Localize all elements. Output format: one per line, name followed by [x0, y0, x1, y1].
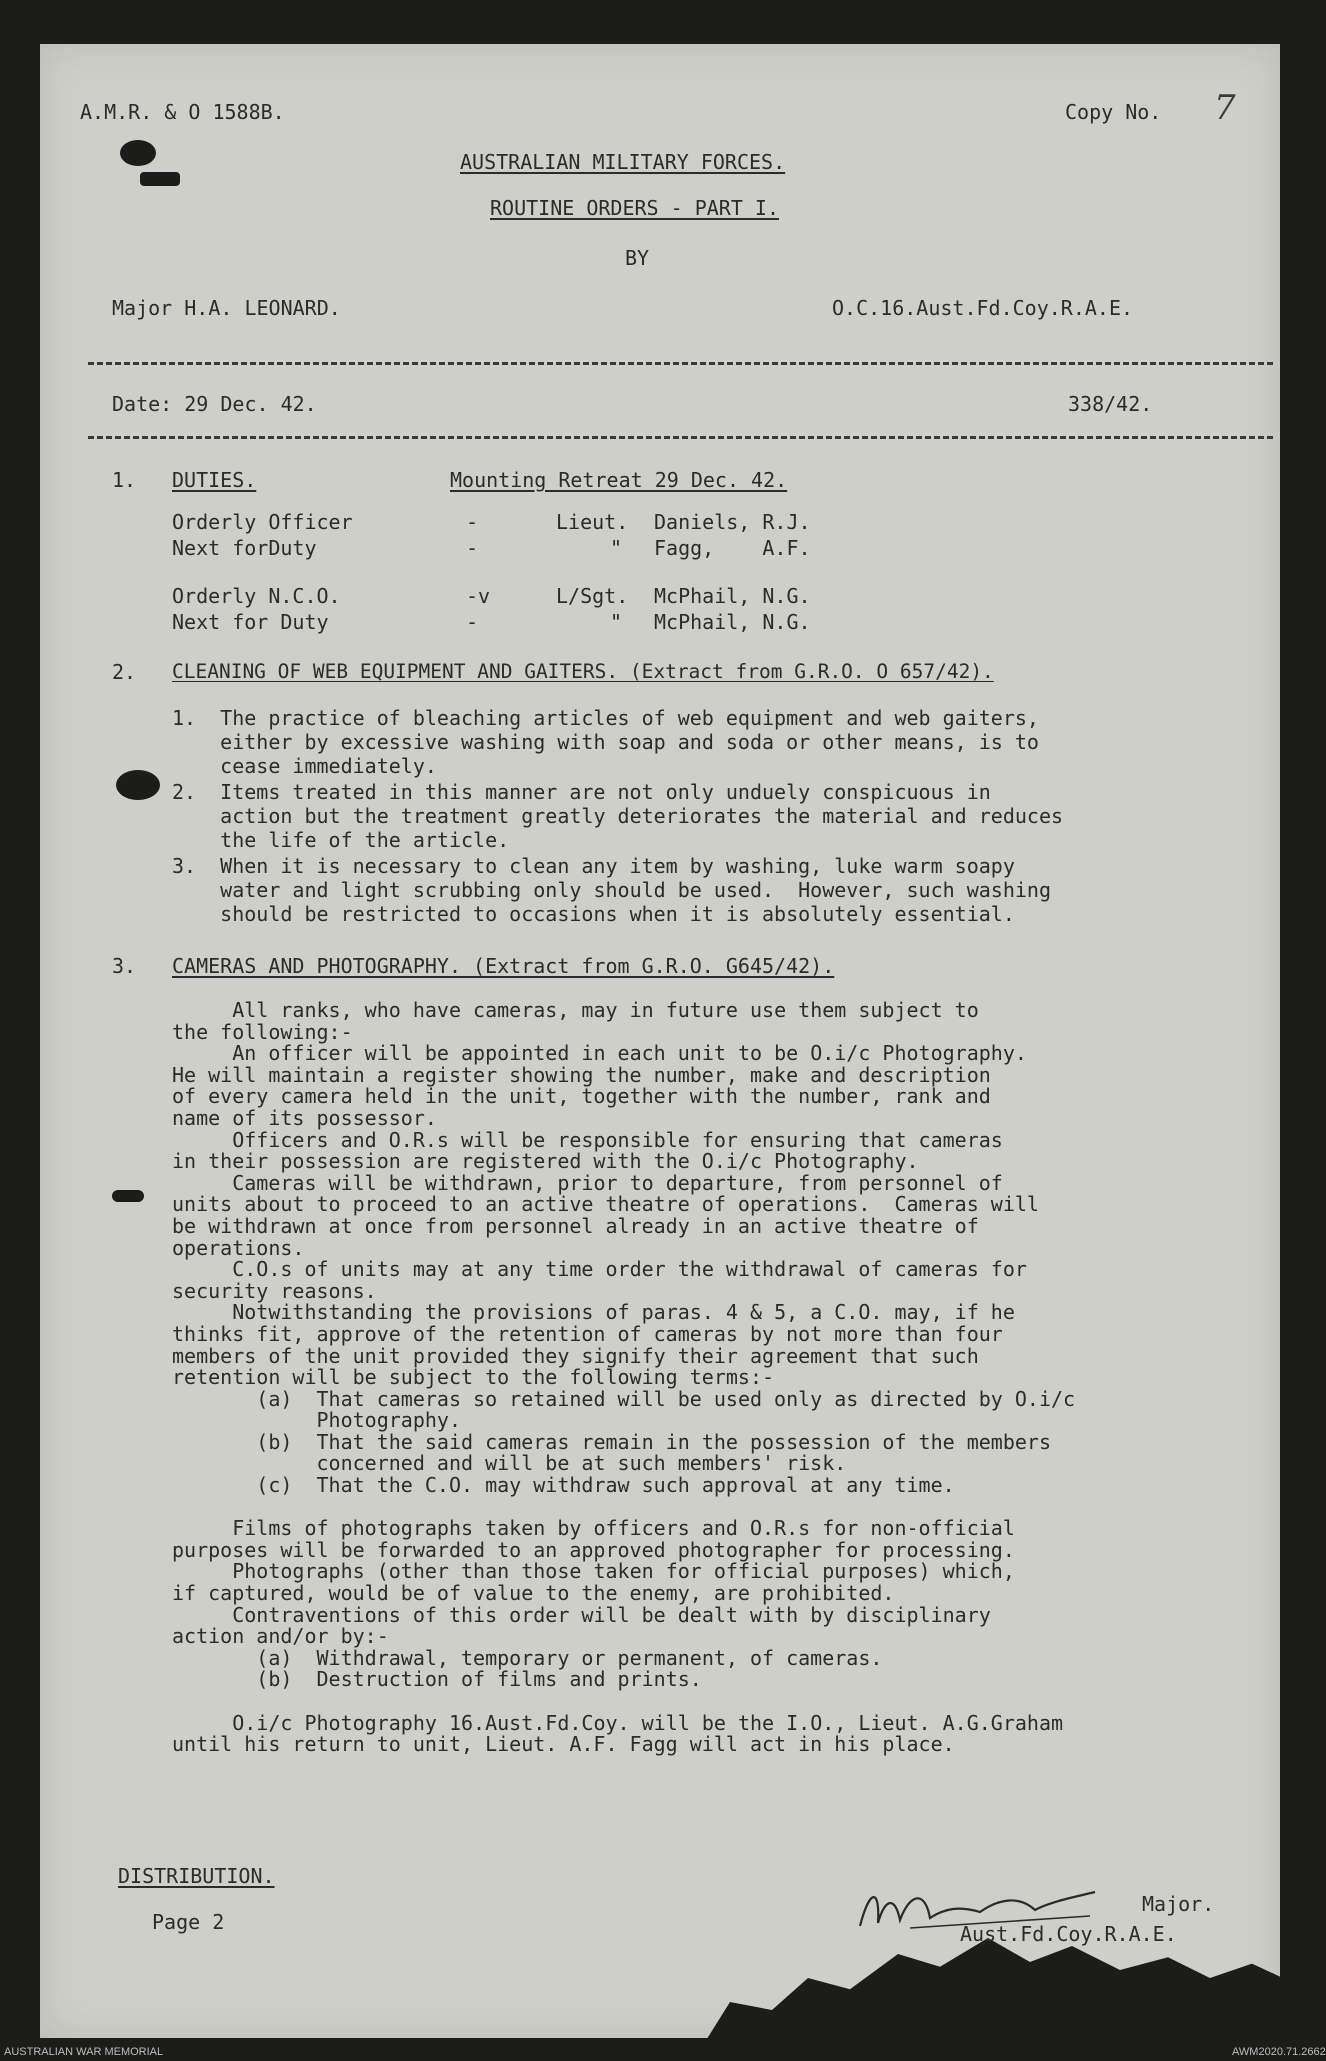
signature-unit: Aust.Fd.Coy.R.A.E.	[960, 1922, 1177, 1946]
officer-name: Major H.A. LEONARD.	[112, 296, 341, 320]
duty-role: Next for Duty	[172, 610, 329, 634]
signature-rank: Major.	[1142, 1892, 1215, 1916]
section-subheading: Mounting Retreat 29 Dec. 42.	[450, 468, 788, 492]
section-heading: CLEANING OF WEB EQUIPMENT AND GAITERS. (Extract from G.R.O. O 657/42).	[172, 660, 994, 683]
duty-rank: "	[610, 536, 623, 560]
doc-title: AUSTRALIAN MILITARY FORCES.	[460, 150, 786, 174]
duty-name: McPhail, N.G.	[654, 584, 811, 608]
section-heading: CAMERAS AND PHOTOGRAPHY. (Extract from G.R.O. G645/42).	[172, 954, 835, 978]
distribution-label: DISTRIBUTION.	[118, 1864, 275, 1888]
section-body: All ranks, who have cameras, may in future use them subject to the following:- An officer will be appointed in each unit to be O.i/c Photography. He will maintain a register showing the number, make and description of every camera held in the unit, together with the number, rank and name of its possessor. Officers and O.R.s will be responsible for ensuring that cameras in their possession are registered with the O.i/c Photography. Cameras will be withdrawn, prior to departure, from personnel of units about to proceed to an active theatre of operations. Cameras will be withdrawn at once from personnel already in an active theatre of operations. C.O.s of units may at any time order the withdrawal of cameras for security reasons. Notwithstanding the provisions of paras. 4 & 5, a C.O. may, if he thinks fit, approve of the retention of cameras by not more than four members of the unit provided they signify their agreement that such retention will be subject to the following terms:- (a) That cameras so retained will be used only as directed by O.i/c Photography. (b) That the said cameras remain in the possession of the members concerned and will be at such members' risk. (c) That the C.O. may withdraw such approval at any time. Films of photographs taken by officers and O.R.s for non-official purposes will be forwarded to an approved photographer for processing. Photographs (other than those taken for official purposes) which, if captured, would be of value to the enemy, are prohibited. Contraventions of this order will be dealt with by disciplinary action and/or by:- (a) Withdrawal, temporary or permanent, of cameras. (b) Destruction of films and prints. O.i/c Photography 16.Aust.Fd.Coy. will be the I.O., Lieut. A.G.Graham until his return to unit, Lieut. A.F. Fagg will act in his place.	[172, 998, 1076, 1757]
duty-name: McPhail, N.G.	[654, 610, 811, 634]
order-reference: A.M.R. & O 1588B.	[80, 100, 285, 124]
duty-role: Next forDuty	[172, 536, 317, 560]
by-label: BY	[625, 246, 650, 270]
duty-name: Daniels, R.J.	[654, 510, 811, 534]
duty-rank: Lieut.	[556, 510, 629, 534]
punch-hole	[112, 1190, 144, 1202]
doc-subtitle: ROUTINE ORDERS - PART I.	[490, 196, 779, 220]
section-heading: DUTIES.	[172, 468, 257, 492]
duty-role: Orderly N.C.O.	[172, 584, 341, 608]
order-number: 338/42.	[1068, 392, 1153, 416]
paragraph: 2. Items treated in this manner are not only unduely conspicuous in action but the treatment greatly deteriorates the material and reduces the life of the article.	[172, 780, 1064, 852]
page-number: Page 2	[152, 1910, 225, 1934]
section-number: 3.	[112, 954, 137, 978]
duty-name: Fagg, A.F.	[654, 536, 811, 560]
duty-role: Orderly Officer	[172, 510, 353, 534]
duty-dash: -	[466, 610, 479, 634]
punch-hole	[140, 172, 180, 186]
unit-name: O.C.16.Aust.Fd.Coy.R.A.E.	[832, 296, 1134, 320]
duty-dash: -v	[466, 584, 491, 608]
copy-label: Copy No.	[1065, 100, 1162, 124]
order-date: Date: 29 Dec. 42.	[112, 392, 317, 416]
archive-credit: AUSTRALIAN WAR MEMORIAL	[4, 2046, 164, 2058]
paragraph: 1. The practice of bleaching articles of web equipment and web gaiters, either by excessive washing with soap and soda or other means, is to cease immediately.	[172, 706, 1039, 778]
paragraph: 3. When it is necessary to clean any item by washing, luke warm soapy water and light scrubbing only should be used. However, such washing should be restricted to occasions when it is absolutely essential.	[172, 854, 1052, 926]
punch-hole	[116, 770, 160, 800]
punch-hole	[120, 140, 156, 166]
duty-dash: -	[466, 510, 479, 534]
duty-rank: "	[610, 610, 623, 634]
duty-dash: -	[466, 536, 479, 560]
archive-id: AWM2020.71.2662	[1232, 2046, 1326, 2058]
section-number: 1.	[112, 468, 137, 492]
divider	[88, 436, 1273, 439]
copy-number: 7	[1214, 88, 1236, 128]
duty-rank: L/Sgt.	[556, 584, 629, 608]
divider	[88, 362, 1273, 365]
section-number: 2.	[112, 660, 137, 684]
